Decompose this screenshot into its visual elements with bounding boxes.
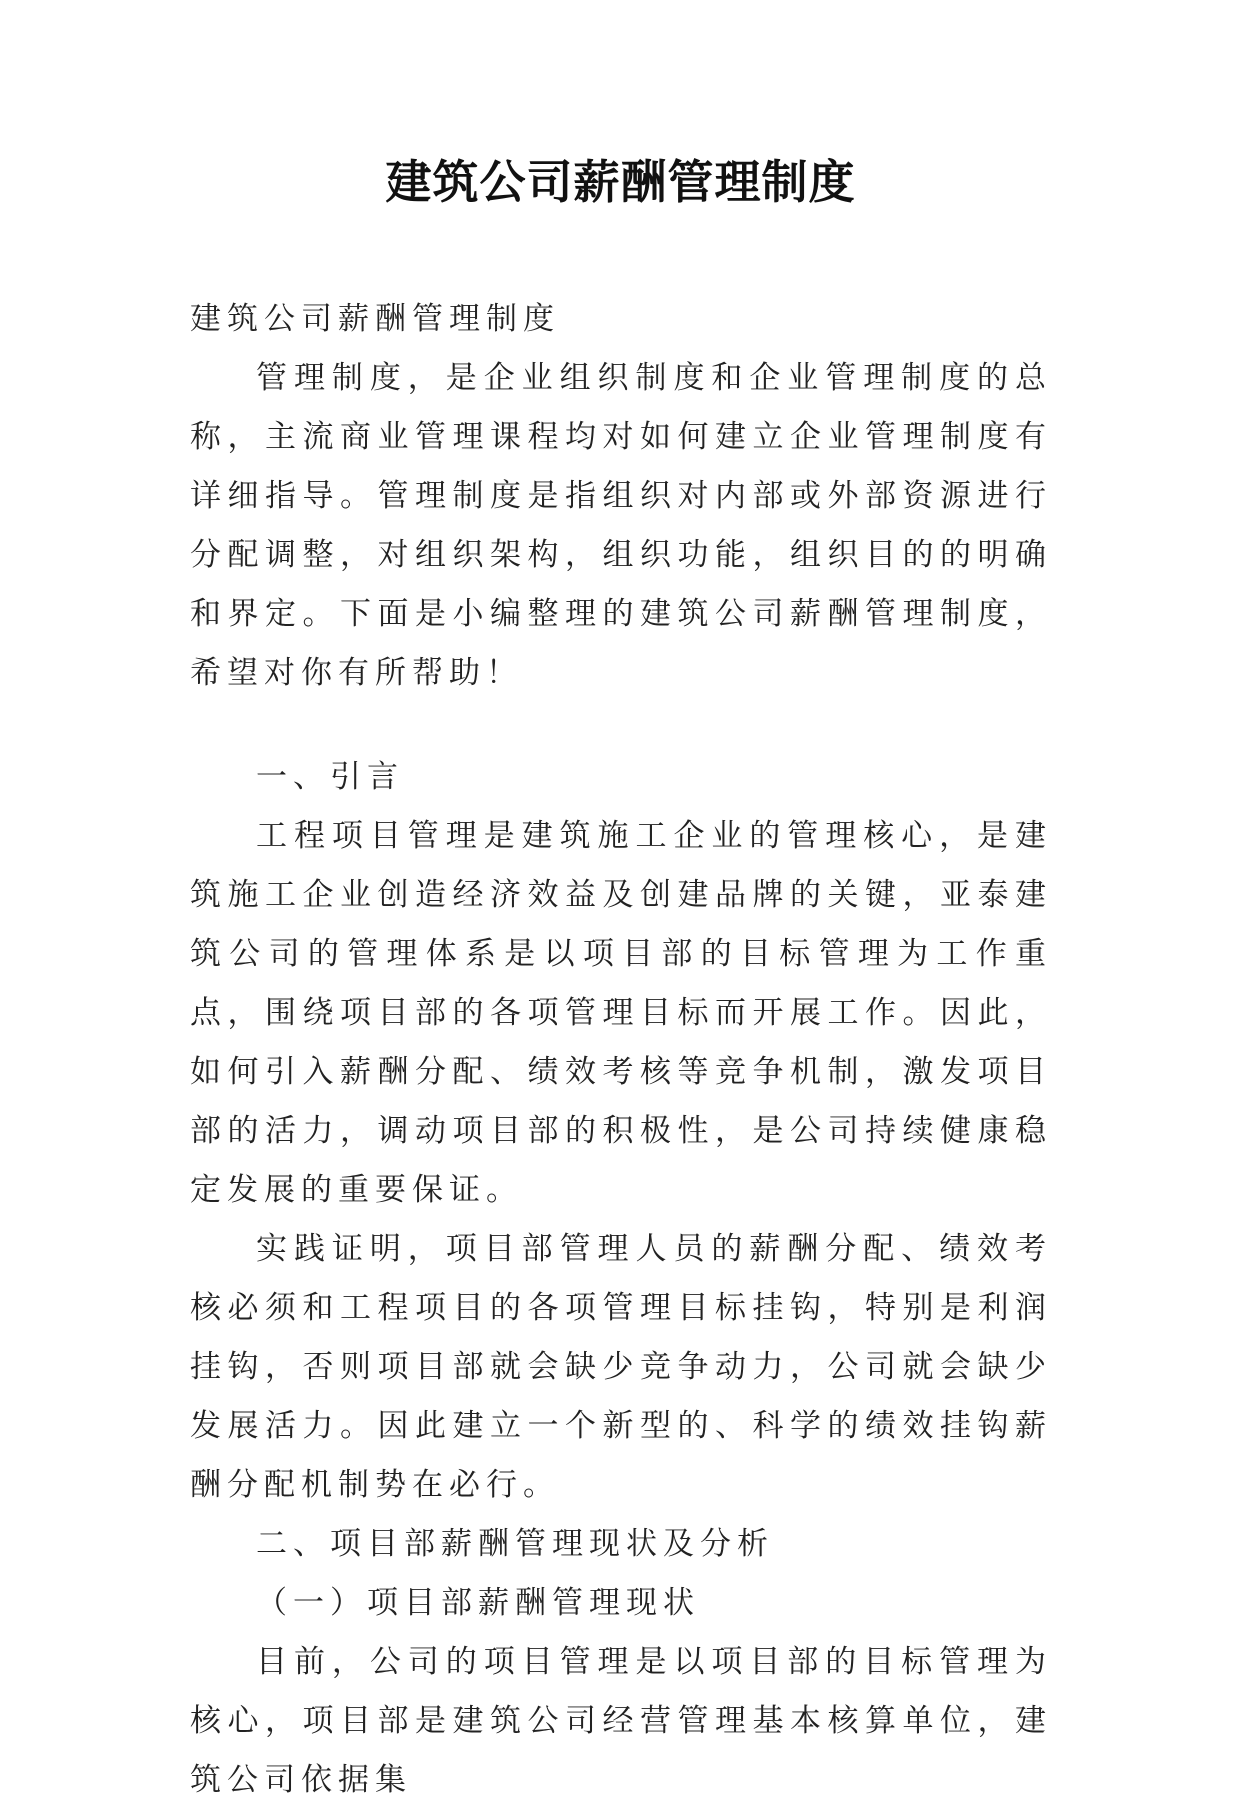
document-subtitle: 建筑公司薪酬管理制度 [190, 301, 560, 337]
document-body [190, 290, 1052, 1810]
intro-paragraph: 管理制度，是企业组织制度和企业管理制度的总称，主流商业管理课程均对如何建立企业管理制度有详细指导。管理制度是指组织对内部或外部资源进行分配调整，对组织架构，组织功能，组织目的的明确和界定。下面是小编整理的建筑公司薪酬管理制度，希望对你有所帮助！ [190, 360, 1052, 691]
section-heading-status-analysis: 二、项目部薪酬管理现状及分析 [256, 1526, 774, 1562]
body-paragraph: 实践证明，项目部管理人员的薪酬分配、绩效考核必须和工程项目的各项管理目标挂钩，特别是利润挂钩，否则项目部就会缺少竞争动力，公司就会缺少发展活力。因此建立一个新型的、科学的绩效挂钩薪酬分配机制势在必行。 [190, 1231, 1052, 1503]
document-title: 建筑公司薪酬管理制度 [385, 155, 856, 209]
subsection-heading-status: （一）项目部薪酬管理现状 [256, 1585, 700, 1621]
paragraph-gap [190, 703, 1052, 748]
section-heading-introduction: 一、引言 [256, 759, 404, 795]
body-paragraph: 工程项目管理是建筑施工企业的管理核心，是建筑施工企业创造经济效益及创建品牌的关键，亚泰建筑公司的管理体系是以项目部的目标管理为工作重点，围绕项目部的各项管理目标而开展工作。因此，如何引入薪酬分配、绩效考核等竞争机制，激发项目部的活力，调动项目部的积极性，是公司持续健康稳定发展的重要保证。 [190, 818, 1052, 1208]
body-paragraph: 目前，公司的项目管理是以项目部的目标管理为核心，项目部是建筑公司经营管理基本核算单位，建筑公司依据集 [190, 1644, 1052, 1798]
